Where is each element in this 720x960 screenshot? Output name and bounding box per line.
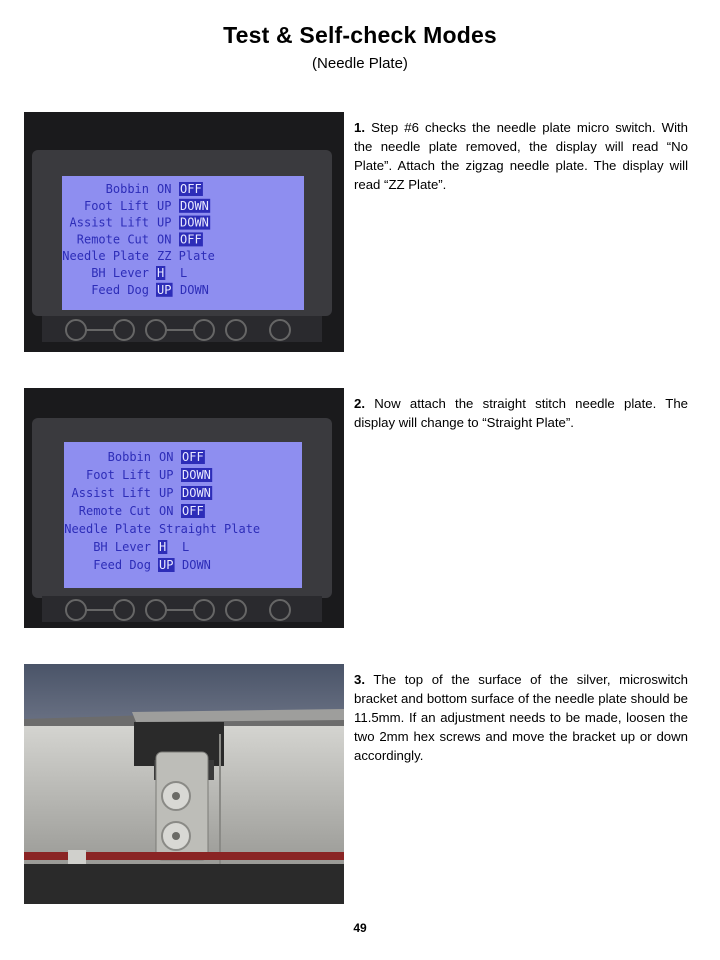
lcd-row-label: Needle Plate (64, 522, 151, 536)
lcd-row-label: Remote Cut (78, 504, 151, 518)
lcd-row-value: L (182, 540, 190, 554)
lcd-row-value: DOWN (180, 282, 209, 297)
lcd-row-value: Straight Plate (159, 522, 261, 536)
lcd-row-value: H (157, 266, 165, 280)
lcd-row-label: Foot Lift (85, 468, 151, 482)
bracket-photo (24, 664, 344, 904)
lcd-row-label: Foot Lift (83, 198, 149, 213)
lcd-row-value: ON (159, 450, 174, 464)
lcd-row-value: OFF (182, 450, 204, 464)
lcd-row-value: DOWN (180, 215, 209, 230)
lcd-photo-zz-plate (24, 112, 344, 352)
lcd-row-value: OFF (180, 182, 202, 196)
lcd-row-label: Remote Cut (76, 232, 149, 247)
lcd-row-value: UP (159, 558, 174, 572)
lcd-row-value: ZZ Plate (157, 249, 215, 264)
page-number: 49 (353, 921, 367, 935)
step-1-text: 1. Step #6 checks the needle plate micro switch. With the needle plate removed, the display will read “No Plate”. Attach the zigzag needle plate. The display will read “ZZ Plate”. (354, 120, 688, 192)
lcd-row-label: Assist Lift (69, 215, 149, 230)
lcd-panel-1 (24, 112, 344, 352)
lcd-row-label: Assist Lift (71, 486, 151, 500)
lcd-row-value: UP (159, 486, 174, 500)
lcd-row-label: Bobbin (105, 182, 149, 196)
lcd-row-value: UP (157, 198, 172, 213)
lcd-row-label: Needle Plate (62, 249, 149, 264)
step-2-text: 2. Now attach the straight stitch needle plate. The display will change to “Straight Plate”. (354, 396, 688, 430)
lcd-row-label: Feed Dog (91, 282, 149, 297)
lcd-row-value: OFF (182, 504, 204, 518)
lcd-row-value: DOWN (182, 468, 211, 482)
lcd-row-value: OFF (180, 232, 202, 247)
lcd-panel-2 (24, 388, 344, 628)
lcd-row-value: UP (157, 282, 172, 297)
lcd-row-label: Feed Dog (93, 558, 151, 572)
lcd-row-value: DOWN (182, 486, 211, 500)
lcd-row-value: DOWN (182, 558, 211, 572)
lcd-row-value: UP (157, 215, 172, 230)
page-subtitle: (Needle Plate) (312, 55, 408, 72)
lcd-row-label: BH Lever (93, 540, 151, 554)
lcd-row-value: ON (157, 182, 172, 196)
lcd-row-value: L (180, 266, 188, 280)
lcd-row-label: Bobbin (107, 450, 151, 464)
lcd-row-value: DOWN (180, 198, 209, 213)
page-title: Test & Self-check Modes (223, 22, 497, 48)
lcd-row-value: H (159, 540, 167, 554)
lcd-row-value: ON (157, 232, 172, 247)
lcd-row-value: UP (159, 468, 174, 482)
step-3-text: 3. The top of the surface of the silver, microswitch bracket and bottom surface of the needle plate should be 11.5mm. If an adjustment needs to be made, loosen the two 2mm hex screws and move the bracket up or down accordingly. (354, 672, 688, 763)
lcd-row-value: ON (159, 504, 174, 518)
lcd-row-label: BH Lever (91, 266, 149, 280)
lcd-photo-straight-plate (24, 388, 344, 628)
microswitch-bracket-image (24, 664, 344, 904)
